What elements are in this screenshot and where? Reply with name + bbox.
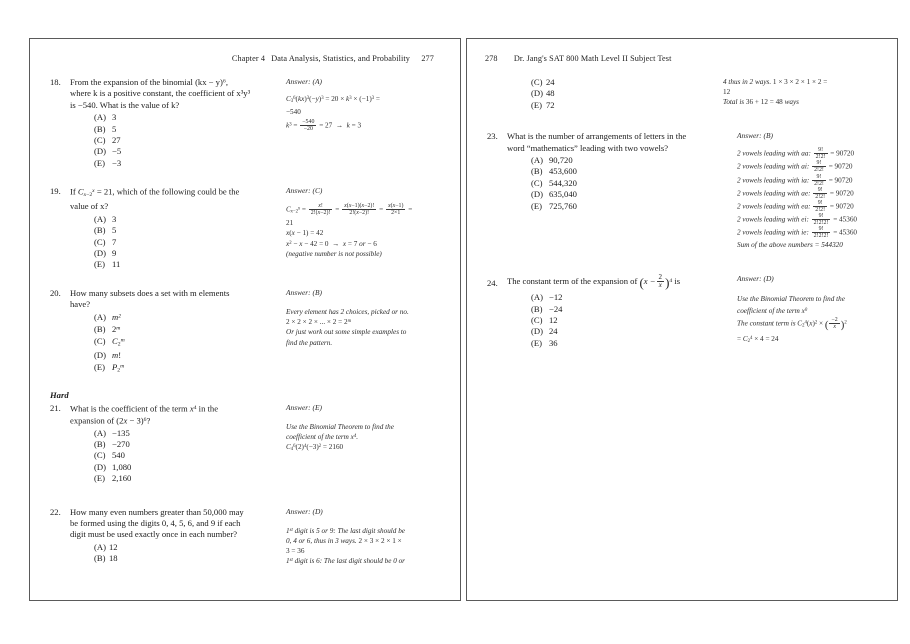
answer-note-continued [717,77,885,108]
work-text: 2 vowels leading with ia: [737,176,810,185]
answer-note [280,403,448,456]
question-number: 23. [487,131,498,142]
choice-label: (C) [94,335,106,346]
work-line: 12 [723,88,731,97]
choice-value: 3 [112,112,117,123]
stem-expr-base: x − [643,276,656,287]
stem-line: If $C_{x-2}^x = 21$, which of the following could be the [70,186,240,199]
work-line: Or just work out some simple examples to [286,328,407,337]
choice-option[interactable] [485,189,731,200]
work-text: 2 vowels leading with ie: [737,228,809,237]
running-head-title: Dr. Jang's SAT 800 Math Level II Subject Test [513,54,672,63]
answer-note [280,507,448,567]
choice-option[interactable] [485,77,717,88]
choice-value: −12 [549,292,563,303]
choice-option[interactable] [485,201,731,212]
work-line [737,174,885,187]
answer-work [286,307,448,348]
choice-label: (C) [531,315,543,326]
choice-value: m! [112,350,122,361]
choice-option[interactable] [485,88,717,99]
work-line [737,226,885,239]
page-folio: 278 [485,54,498,63]
choice-label: (D) [94,461,106,472]
question-stem [70,403,280,427]
work-line: 21 [286,219,294,228]
question-number: 19. [50,186,61,197]
work-line: $x^2 - x - 42 = 0 \to x = 7$ or − 6 [286,239,377,248]
work-line [737,147,885,160]
choice-option[interactable] [48,146,280,157]
choice-value: $m^2$ [112,312,122,323]
difficulty-section-label: Hard [50,390,69,401]
choice-label: (C) [94,236,106,247]
question-24 [479,274,885,349]
close-paren: ) [665,275,670,290]
answer-note [280,77,448,132]
choice-option[interactable] [48,439,280,450]
work-line [737,213,885,226]
choice-option[interactable] [48,542,280,553]
choice-value: 7 [112,236,117,247]
open-paren: ( [639,275,644,290]
work-summary: Sum of the above numbers = 544320 [737,241,843,250]
choice-value: 90,720 [549,155,573,166]
choice-label: (B) [94,225,106,236]
choice-option[interactable] [48,362,280,377]
answer-note [280,186,448,259]
choice-value: 725,760 [549,200,577,211]
choice-list [48,312,280,377]
question-stem [507,274,731,289]
answer-label: Answer: (D) [737,273,774,283]
work-text: 2 vowels leading with ae: [737,189,811,198]
choice-option[interactable] [48,158,280,169]
frac-den: 2!2! [814,180,824,187]
question-20 [42,288,448,377]
choice-option[interactable] [48,450,280,461]
question-stem [507,131,731,154]
choice-value: 2,160 [112,473,132,484]
choice-label: (B) [531,303,543,314]
frac-num: 9! [818,226,824,233]
work-result: = 90720 [829,189,854,198]
choice-label: (C) [531,177,543,188]
choice-value: 12 [549,315,558,326]
work-result: = 45360 [833,228,858,237]
work-line: Every element has 2 choices, picked or no. [286,307,409,316]
work-line: 1st digit is 6: The last digit should be 0 or [286,557,405,566]
choice-value: 5 [112,123,117,134]
answer-note [731,274,885,348]
answer-work [286,422,448,456]
work-line: x(x − 1) = 42 [286,229,324,238]
stem-line: How many even numbers greater than 50,000 may [70,506,244,517]
choice-list [485,77,717,111]
choice-option[interactable] [485,155,731,166]
answer-work [286,94,448,132]
running-head-left-page [42,53,448,65]
frac-den: 2!2! [815,206,826,213]
choice-label: (E) [94,157,105,168]
answer-label: Answer: (B) [286,287,322,297]
work-line: coefficient of the term $x^4$. [286,433,359,442]
work-text: 2 vowels leading with ei: [737,215,809,224]
choice-label: (D) [94,248,106,259]
stem-prefix: The constant term of the expansion of [507,276,638,287]
running-head-chapter: Chapter 4 [231,54,266,63]
work-line: −540 [286,108,301,117]
choice-option[interactable] [485,315,731,326]
question-number: 18. [50,77,61,87]
question-stem [70,288,280,311]
choice-value: 1,080 [112,461,132,472]
running-head-right-page [479,53,885,65]
frac-num: 2 [658,272,663,281]
choice-label: (E) [94,362,105,373]
choice-value: 635,040 [549,189,577,200]
choice-value: 453,600 [549,166,577,177]
choice-list [48,214,280,271]
question-22-continued [479,77,885,111]
choice-value: 27 [112,135,121,146]
stem-line: is −540. What is the value of k? [70,99,180,110]
answer-label: Answer: (A) [286,77,322,86]
question-19 [42,186,448,271]
answer-note [731,131,885,252]
work-result: = 90720 [829,202,854,211]
choice-label: (D) [531,189,543,200]
work-line: Use the Binomial Theorem to find the [286,423,394,432]
choice-label: (E) [94,259,105,270]
work-text: 2 vowels leading with ea: [737,202,811,211]
work-line: $C_{x-2}^x$ = $\frac{x!}{2!(x-2)!}$ = $\frac{x(x-1)(x-2)!}{2!(x-2)!}$ = $\frac{x(x-1)}{2\times 1}$ = [286,203,413,217]
frac-den: x [657,281,665,289]
choice-option[interactable] [48,462,280,473]
frac-num: 9! [817,199,823,206]
choice-value: 24 [549,326,558,337]
stem-line: What is the number of arrangements of letters in the [507,131,687,142]
answer-work [737,147,885,252]
choice-value: −3 [112,157,122,168]
work-line: Total is 36 + 12 = 48 ways [723,98,799,107]
choice-option[interactable] [48,112,280,123]
question-stem [70,77,280,111]
work-result: = 90720 [828,162,853,171]
stem-line: From the expansion of the binomial (kx − y)⁶, [70,77,228,87]
question-number: 21. [50,403,61,414]
frac-den: 2!2! [815,193,826,200]
choice-label: (A) [94,312,106,323]
answer-label: Answer: (E) [286,403,322,413]
answer-work [286,203,448,259]
work-line: $k^3$ = $\frac{-540}{-20}$ = 27 → k = 3 [286,118,362,132]
work-line: find the pattern. [286,338,333,347]
frac-den: 2!2!2! [813,219,829,226]
answer-label: Answer: (B) [737,131,773,141]
choice-list [485,292,731,349]
stem-line: where k is a positive constant, the coefficient of x³y³ [70,88,251,99]
choice-value: 12 [109,541,118,552]
choice-label: (B) [94,323,106,334]
choice-value: 11 [112,259,121,270]
choice-label: (B) [94,439,106,449]
stem-line: digit must be used exactly once in each number? [70,529,238,540]
work-line: 1st digit is 5 or 9: The last digit should be [286,526,405,535]
choice-option[interactable] [48,335,280,350]
question-23 [479,131,885,252]
work-line: (negative number is not possible) [286,249,382,258]
page-left [29,38,461,601]
choice-list [48,112,280,169]
choice-value: 2$^m$ [112,323,121,334]
choice-value: 3 [112,213,117,224]
choice-option[interactable] [48,248,280,259]
choice-label: (A) [94,427,106,438]
frac-den: 2!2! [815,154,826,161]
answer-work [723,77,885,108]
choice-value: 36 [549,337,558,348]
work-line: = $C_2^4 \times 4 = 24$ [737,334,779,344]
choice-value: $P_2^m$ [112,362,125,374]
choice-label: (E) [94,473,105,484]
choice-value: 9 [112,248,117,259]
choice-option[interactable] [48,124,280,135]
running-head-title: Data Analysis, Statistics, and Probability [271,54,410,63]
choice-list [485,155,731,212]
choice-option[interactable] [48,473,280,484]
choice-label: (A) [94,541,106,552]
work-line: The constant term is $C_2^4(x)^2$ × ( $\frac{-2}{x}$ )$^2$ [737,316,847,331]
question-number: 24. [487,277,498,288]
choice-label: (A) [531,292,543,303]
choice-option[interactable] [485,100,717,111]
answer-note [280,288,448,348]
choice-label: (D) [94,146,106,157]
choice-list [48,542,280,565]
choice-option[interactable] [485,304,731,315]
choice-option[interactable] [485,166,731,177]
work-line [737,187,885,200]
choice-label: (D) [94,350,106,361]
question-number: 20. [50,287,61,298]
choice-value: −135 [112,427,130,438]
choice-label: (E) [531,337,542,348]
choice-value: $C_2^m$ [112,335,125,348]
stem-line: have? [70,299,91,310]
work-result: = 90720 [830,149,855,158]
work-line: 3 = 36 [286,547,305,556]
work-line: 2 × 2 × 2 × ... × $2 = 2^m$ [286,318,352,327]
choice-option[interactable] [485,338,731,349]
choice-value: 544,320 [549,177,577,188]
stem-expr-power: 4 [669,277,673,284]
choice-label: (E) [531,200,542,211]
work-line: $C_3^6(kx)^3(-y)^3 = 20 \times k^3 \times (-1)^3$ = [286,95,380,105]
choice-value: 24 [546,77,555,87]
frac-num: 9! [816,160,822,167]
stem-line: value of x? [70,201,109,212]
choice-label: (D) [531,88,543,99]
choice-value: −24 [549,303,563,314]
choice-option[interactable] [48,237,280,248]
stem-line: be formed using the digits 0, 4, 5, 6, and 9 if each [70,518,241,529]
stem-suffix: is [674,276,681,287]
choice-option[interactable] [48,428,280,439]
work-line: coefficient of the term $x^0$ [737,306,808,315]
question-18 [42,77,448,169]
question-stem [70,186,280,213]
work-line: 4 thus in 2 ways. 1 × 3 × 2 × 1 × 2 = [723,78,828,86]
choice-value: 540 [112,450,125,461]
choice-label: (C) [94,135,106,146]
question-stem [70,507,280,541]
choice-option[interactable] [48,553,280,564]
choice-option[interactable] [48,214,280,225]
frac-num: 9! [817,186,823,193]
choice-option[interactable] [485,178,731,189]
choice-option[interactable] [48,135,280,146]
stem-line: word “mathematics” leading with two vowels? [507,142,669,153]
choice-value: −5 [112,146,122,157]
choice-value: 5 [112,225,117,236]
work-text: 2 vowels leading with aa: [737,149,811,158]
choice-label: (C) [94,450,106,461]
choice-label: (B) [94,123,106,134]
work-text: 2 vowels leading with ai: [737,162,810,171]
work-line: Use the Binomial Theorem to find the [737,294,845,303]
question-22 [42,507,448,567]
frac-den: 2!2!2! [813,233,829,240]
choice-option[interactable] [48,312,280,324]
stem-line [507,274,731,289]
work-result: = 90720 [828,176,853,185]
choice-label: (A) [94,112,106,123]
choice-value: 48 [546,88,555,99]
answer-work [737,293,885,348]
choice-option[interactable] [48,259,280,270]
answer-label: Answer: (D) [286,506,323,516]
choice-option[interactable] [48,225,280,236]
choice-value: 72 [546,99,555,110]
frac-num: 9! [818,212,824,219]
choice-label: (A) [94,213,106,224]
work-line: $C_4^6(2)^4(-3)^2 = 2160$ [286,443,344,453]
choice-label: (B) [94,553,106,564]
frac-num: 9! [816,173,822,180]
work-line [737,200,885,213]
question-number: 22. [50,506,61,517]
choice-option[interactable] [485,292,731,303]
choice-label: (B) [531,166,543,177]
choice-label: (D) [531,326,543,337]
choice-option[interactable] [48,350,280,361]
work-result: = 45360 [833,215,858,224]
page-folio: 277 [421,54,434,63]
frac-den: 2!2! [814,167,824,174]
choice-option[interactable] [485,326,731,337]
choice-value: −270 [112,439,130,449]
choice-label: (E) [531,99,542,110]
stem-line: How many subsets does a set with m elements [70,287,230,298]
page-right [466,38,898,601]
choice-option[interactable] [48,323,280,335]
answer-label: Answer: (C) [286,186,323,196]
choice-value: 18 [109,553,118,564]
choice-label: (A) [531,155,543,166]
answer-work [286,526,448,567]
stem-line: What is the coefficient of the term $x^4$ in the [70,403,219,414]
frac-num: 9! [818,147,824,154]
choice-label: (C) [531,77,543,87]
work-line: 0, 4 or 6, thus in 3 ways. 2 × 3 × 2 × 1 × [286,536,402,545]
stem-line: expansion of $(2x - 3)^6$? [70,415,151,426]
work-line [737,160,885,173]
choice-list [48,428,280,485]
question-21 [42,403,448,485]
